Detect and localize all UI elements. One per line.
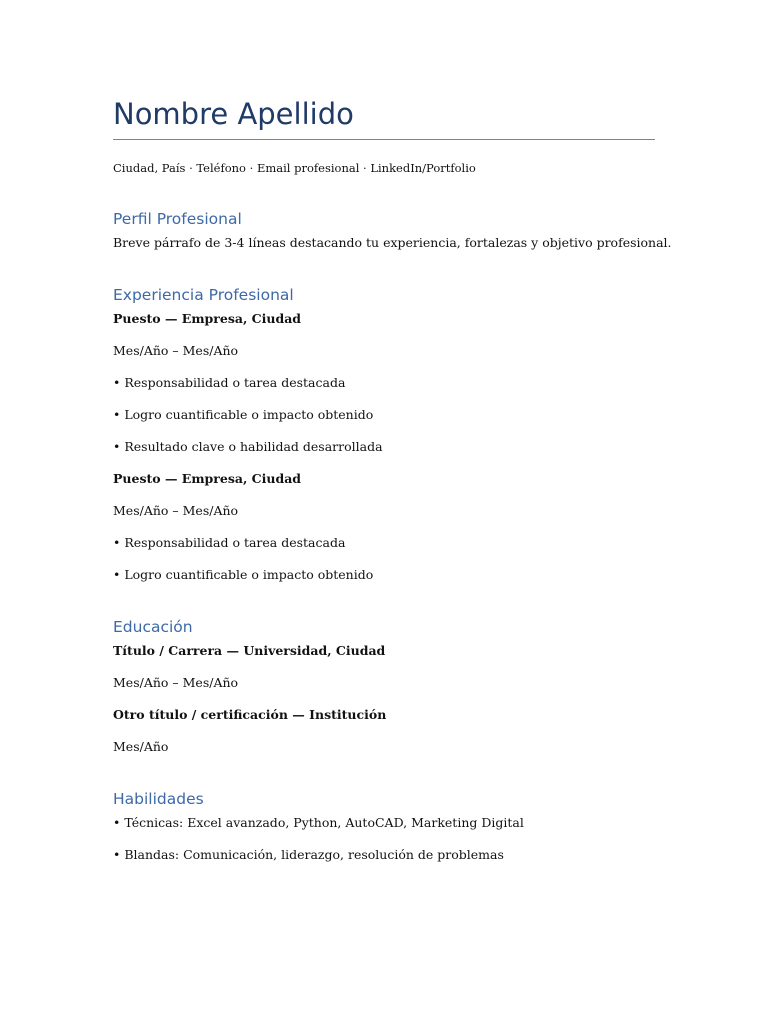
header-divider: [113, 139, 655, 140]
experience-position: Puesto — Empresa, Ciudad: [113, 311, 302, 326]
experience-bullet: • Logro cuantificable o impacto obtenido: [113, 567, 374, 582]
experience-bullet: • Responsabilidad o tarea destacada: [113, 535, 346, 550]
education-degree: Otro título / certificación — Institución: [113, 707, 387, 722]
skill-item: • Blandas: Comunicación, liderazgo, resolución de problemas: [113, 847, 504, 862]
experience-dates: Mes/Año – Mes/Año: [113, 343, 239, 358]
experience-position: Puesto — Empresa, Ciudad: [113, 471, 302, 486]
experience-bullet: • Logro cuantificable o impacto obtenido: [113, 407, 374, 422]
contact-info: Ciudad, País · Teléfono · Email profesional · LinkedIn/Portfolio: [113, 161, 476, 175]
education-degree: Título / Carrera — Universidad, Ciudad: [113, 643, 386, 658]
skill-item: • Técnicas: Excel avanzado, Python, AutoCAD, Marketing Digital: [113, 815, 524, 830]
education-dates: Mes/Año – Mes/Año: [113, 675, 239, 690]
section-heading-profile: Perfil Profesional: [113, 210, 242, 228]
profile-summary: Breve párrafo de 3-4 líneas destacando tu experiencia, fortalezas y objetivo profesional.: [113, 235, 672, 250]
experience-dates: Mes/Año – Mes/Año: [113, 503, 239, 518]
section-heading-education: Educación: [113, 618, 193, 636]
candidate-name: Nombre Apellido: [113, 97, 354, 131]
section-heading-experience: Experiencia Profesional: [113, 286, 294, 304]
experience-bullet: • Resultado clave o habilidad desarrollada: [113, 439, 383, 454]
experience-bullet: • Responsabilidad o tarea destacada: [113, 375, 346, 390]
education-dates: Mes/Año: [113, 739, 169, 754]
section-heading-skills: Habilidades: [113, 790, 204, 808]
